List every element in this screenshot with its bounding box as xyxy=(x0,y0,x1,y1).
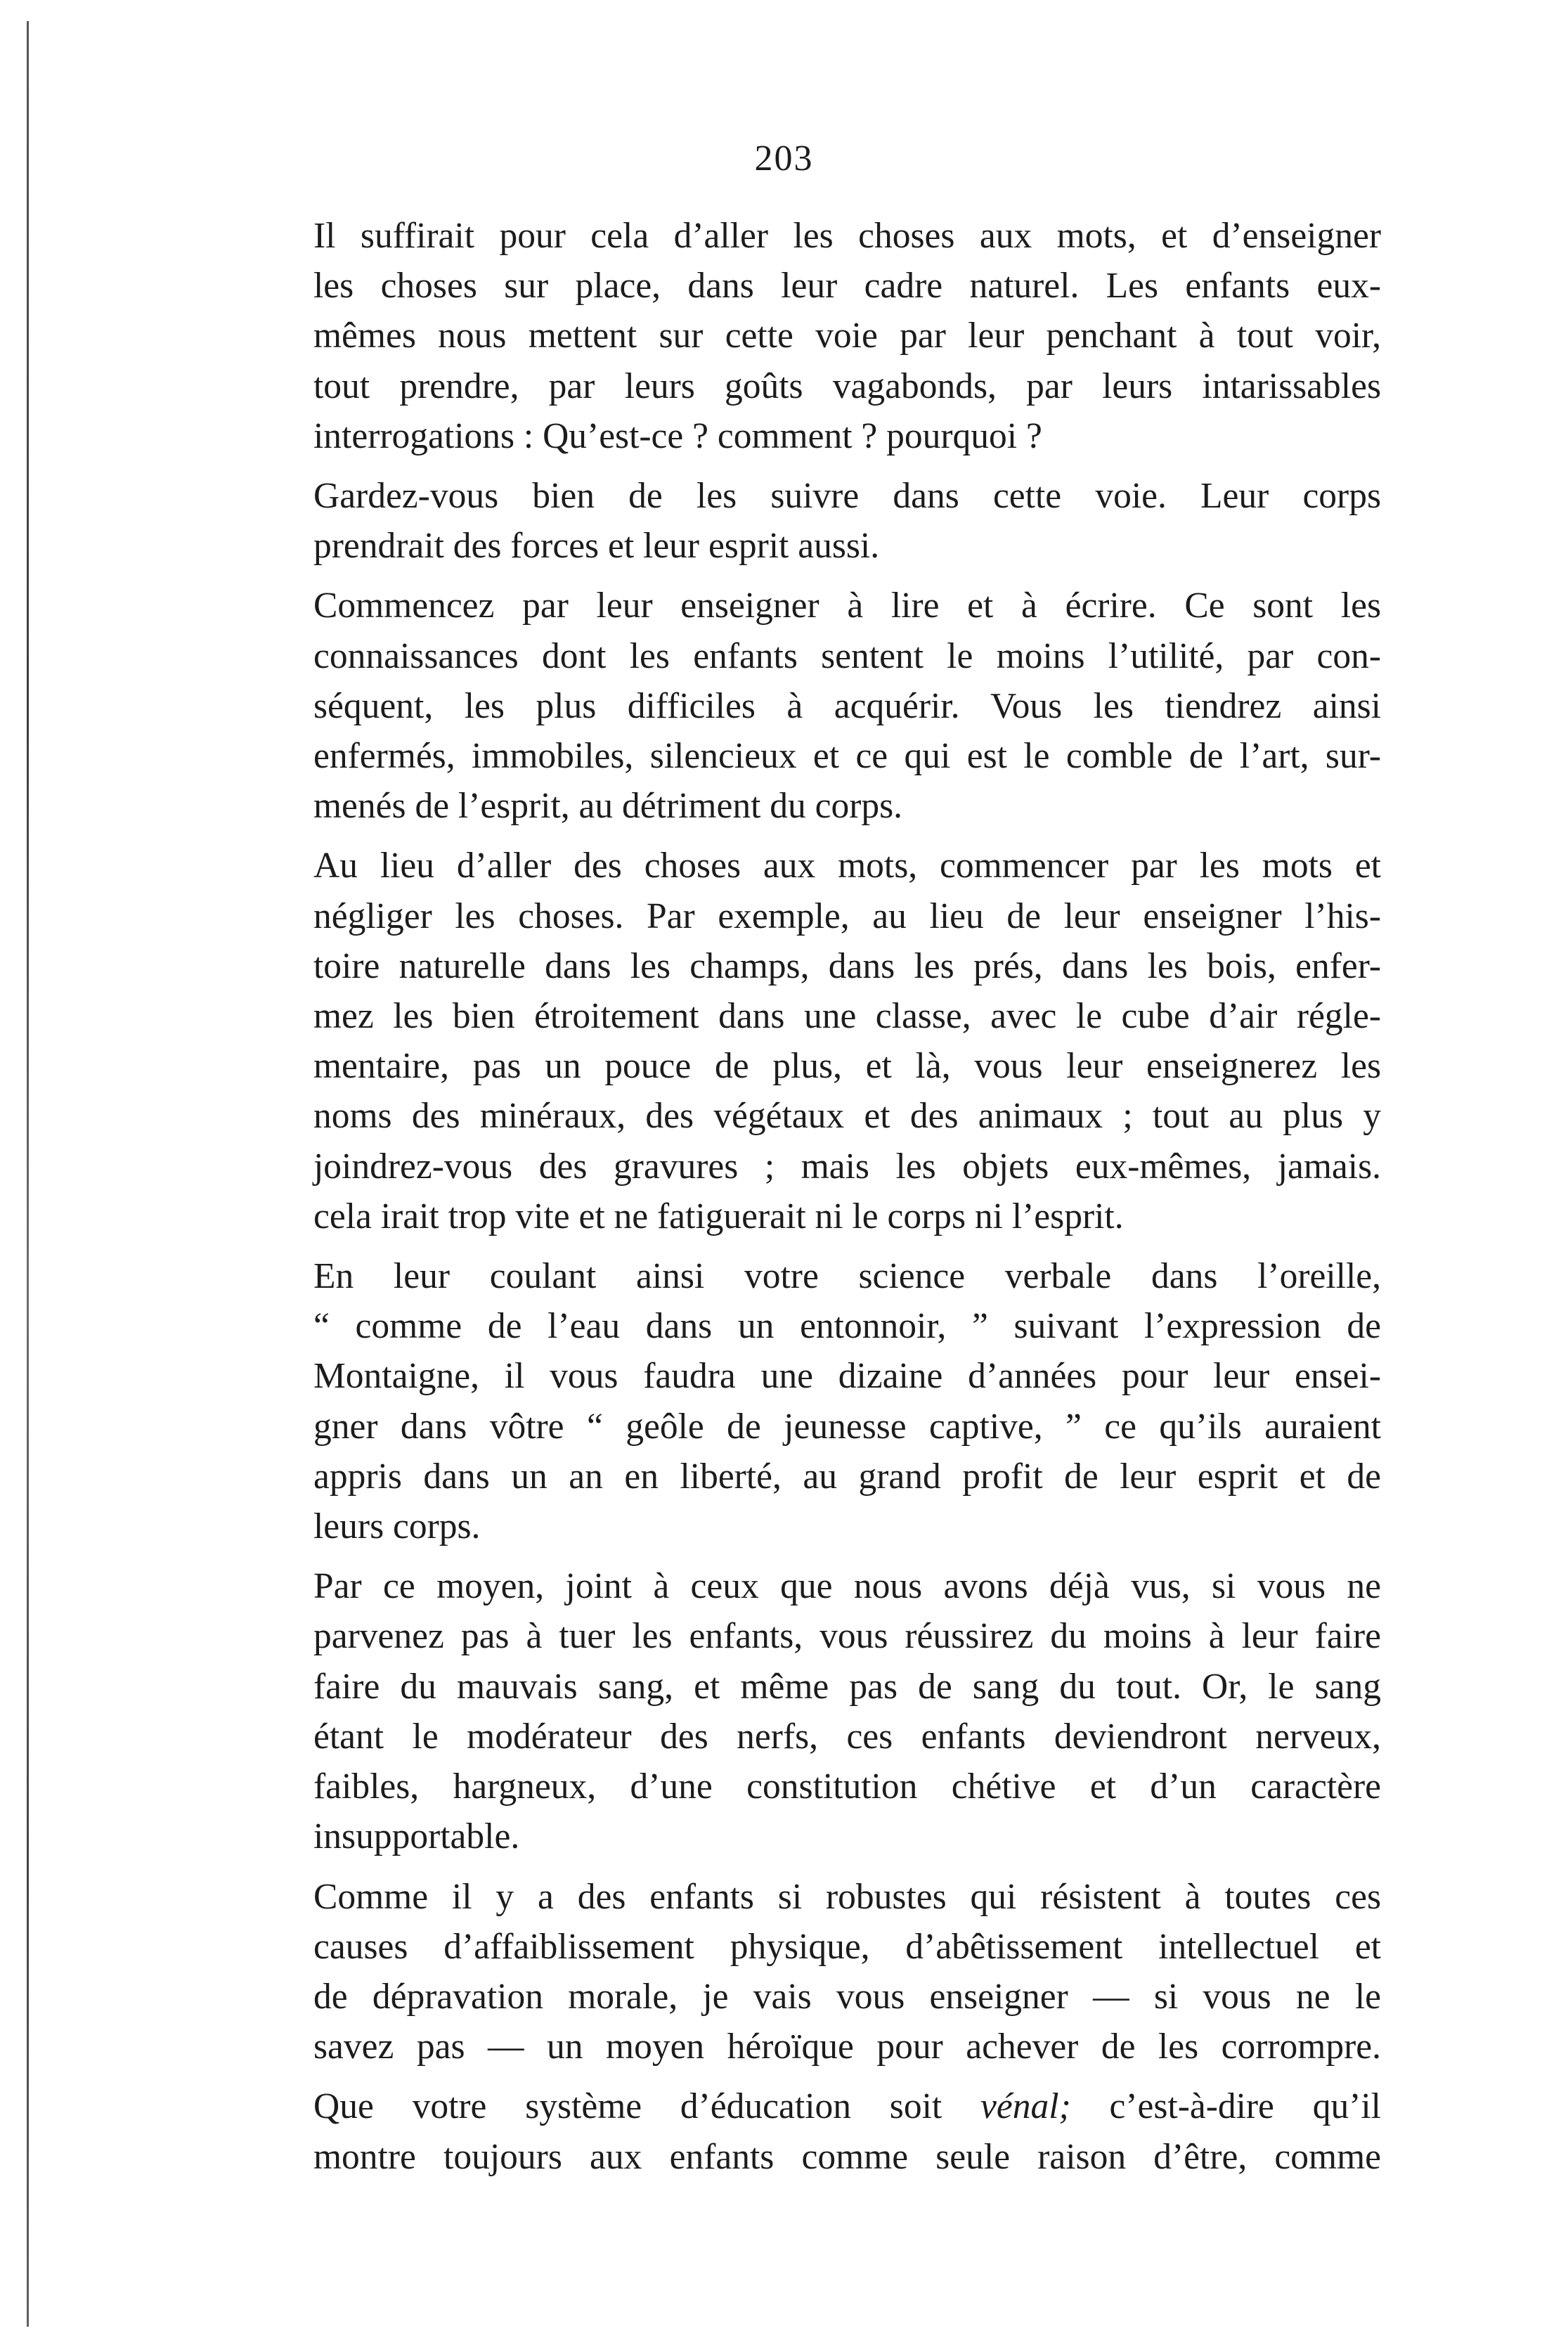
text-line: Commencez par leur enseigner à lire et à écrire. Ce sont les xyxy=(313,586,1381,626)
paragraph xyxy=(267,581,1381,831)
paragraph xyxy=(267,1251,1381,1551)
text-line: interrogations : Qu’est-ce ? comment ? pourquoi ? xyxy=(313,415,1042,456)
paragraph xyxy=(267,211,1381,461)
text-line: Montaigne, il vous faudra une dizaine d’années pour leur ensei- xyxy=(313,1356,1381,1397)
text-line: montre toujours aux enfants comme seule raison d’être, comme xyxy=(313,2136,1381,2177)
text-line: Par ce moyen, joint à ceux que nous avons déjà vus, si vous ne xyxy=(313,1566,1381,1607)
text-line: “ comme de l’eau dans un entonnoir, ” suivant l’expression de xyxy=(313,1306,1381,1347)
text-line: étant le modérateur des nerfs, ces enfants deviendront nerveux, xyxy=(313,1716,1381,1757)
text-line: savez pas — un moyen héroïque pour achever de les corrompre. xyxy=(313,2027,1381,2067)
text-line: gner dans vôtre “ geôle de jeunesse captive, ” ce qu’ils auraient xyxy=(313,1406,1381,1447)
text-line: tout prendre, par leurs goûts vagabonds, par leurs intarissables xyxy=(313,366,1381,406)
text-line: négliger les choses. Par exemple, au lieu de leur enseigner l’his- xyxy=(313,896,1381,936)
text-line: joindrez-vous des gravures ; mais les objets eux-mêmes, jamais. xyxy=(313,1146,1381,1187)
page-number: 203 xyxy=(754,138,814,179)
text-line: menés de l’esprit, au détriment du corps. xyxy=(313,786,903,827)
text-line: noms des minéraux, des végétaux et des animaux ; tout au plus y xyxy=(313,1096,1381,1137)
italic-word: vénal; xyxy=(980,2086,1071,2127)
text-line: connaissances dont les enfants sentent le moins l’utilité, par con- xyxy=(313,635,1381,676)
text-line: insupportable. xyxy=(313,1816,520,1857)
text-line: enfermés, immobiles, silencieux et ce qui est le comble de l’art, sur- xyxy=(313,736,1381,777)
text-line: Comme il y a des enfants si robustes qui résistent à toutes ces xyxy=(313,1876,1381,1917)
text-line: appris dans un an en liberté, au grand profit de leur esprit et de xyxy=(313,1456,1381,1497)
text-line: mez les bien étroitement dans une classe, avec le cube d’air régle- xyxy=(313,996,1381,1037)
text-line: En leur coulant ainsi votre science verbale dans l’oreille, xyxy=(313,1256,1381,1297)
text-line: mentaire, pas un pouce de plus, et là, vous leur enseignerez les xyxy=(313,1046,1381,1087)
text-line: séquent, les plus difficiles à acquérir. Vous les tiendrez ainsi xyxy=(313,685,1381,726)
paragraph xyxy=(267,1872,1381,2072)
text-segment: Que votre système d’éducation soit xyxy=(313,2086,980,2127)
paragraph xyxy=(267,471,1381,571)
text-line: prendrait des forces et leur esprit aussi. xyxy=(313,526,880,567)
text-line: parvenez pas à tuer les enfants, vous réussirez du moins à leur faire xyxy=(313,1616,1381,1657)
text-segment: c’est-à-dire qu’il xyxy=(1070,2086,1381,2127)
text-line xyxy=(267,2081,1381,2131)
body-text xyxy=(267,211,1381,2192)
text-line: toire naturelle dans les champs, dans les prés, dans les bois, enfer- xyxy=(313,945,1381,986)
text-line: faibles, hargneux, d’une constitution chétive et d’un caractère xyxy=(313,1766,1381,1807)
text-line: faire du mauvais sang, et même pas de sang du tout. Or, le sang xyxy=(313,1666,1381,1707)
text-line: de dépravation morale, je vais vous enseigner — si vous ne le xyxy=(313,1976,1381,2017)
text-line: causes d’affaiblissement physique, d’abêtissement intellectuel et xyxy=(313,1926,1381,1967)
text-line: Gardez-vous bien de les suivre dans cette voie. Leur corps xyxy=(313,476,1381,517)
text-line: Au lieu d’aller des choses aux mots, commencer par les mots et xyxy=(313,846,1381,886)
scan-binding-edge xyxy=(27,21,29,2327)
text-line: cela irait trop vite et ne fatiguerait ni le corps ni l’esprit. xyxy=(313,1196,1124,1236)
text-line: mêmes nous mettent sur cette voie par leur penchant à tout voir, xyxy=(313,316,1381,356)
text-line: les choses sur place, dans leur cadre naturel. Les enfants eux- xyxy=(313,266,1381,306)
paragraph xyxy=(267,2081,1381,2181)
text-line: Il suffirait pour cela d’aller les choses aux mots, et d’enseigner xyxy=(313,216,1381,256)
text-line: leurs corps. xyxy=(313,1506,481,1547)
paragraph xyxy=(267,841,1381,1241)
paragraph xyxy=(267,1561,1381,1861)
